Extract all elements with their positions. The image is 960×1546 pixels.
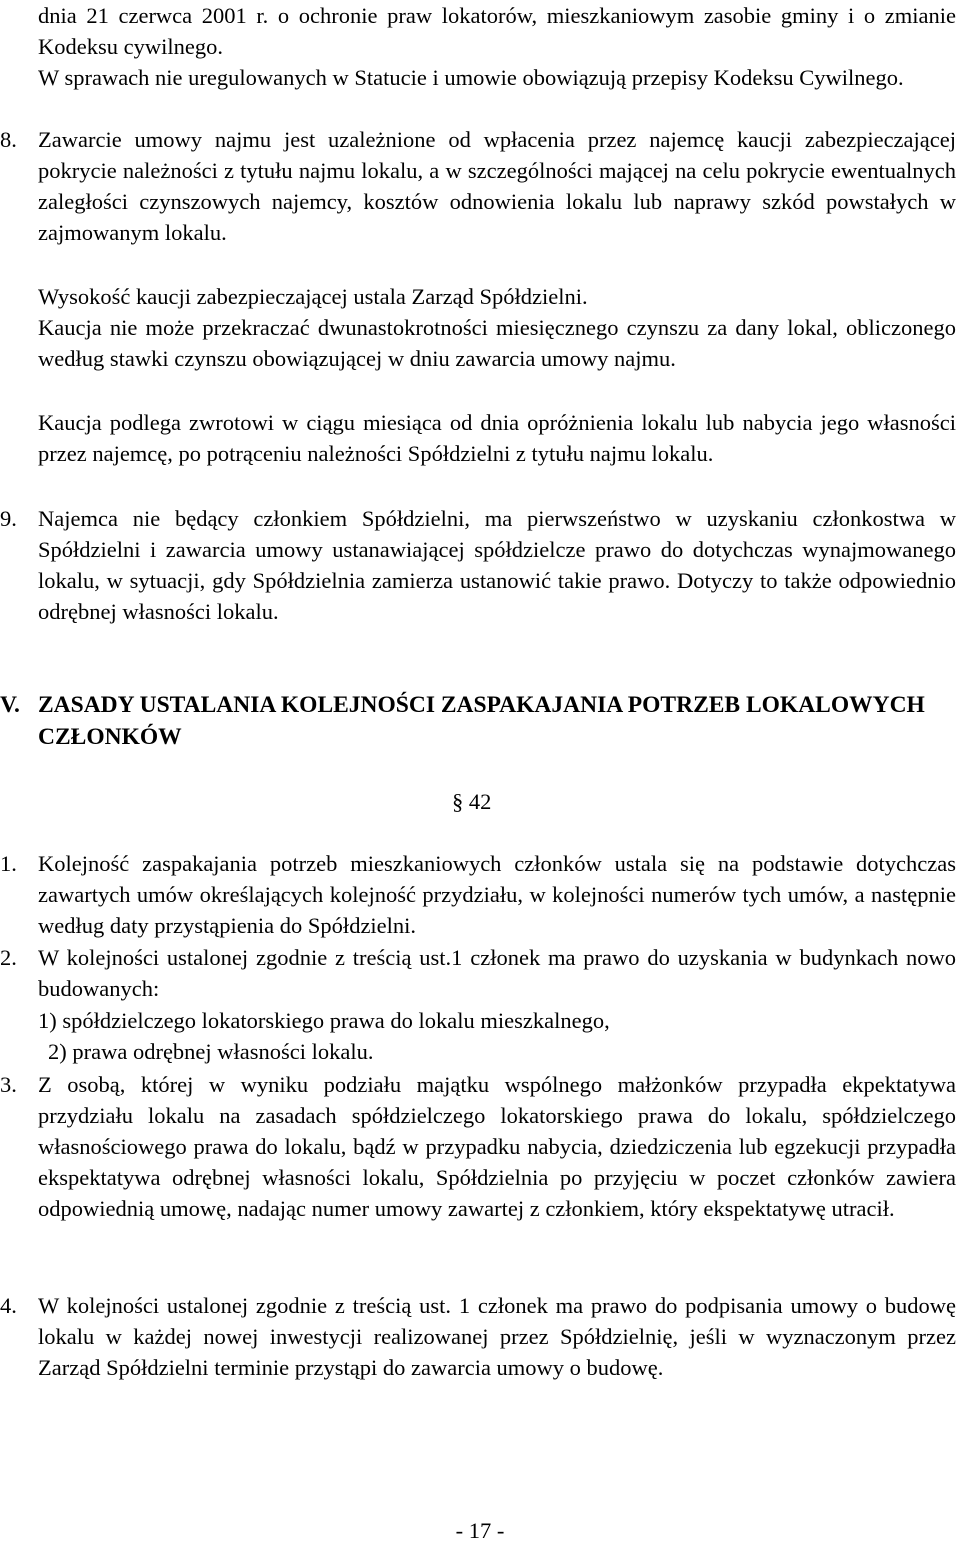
sub-item-text: 2) prawa odrębnej własności lokalu. xyxy=(48,1039,374,1064)
paragraph-mark: § 42 xyxy=(452,789,492,814)
paragraph-text: Kaucja nie może przekraczać dwunastokrotności miesięcznego czynszu za dany lokal, obliczonego według stawki czynszu obowiązującej w dniu zawarcia umowy najmu. xyxy=(38,315,956,371)
continuation-line-1: dnia 21 czerwca 2001 r. o ochronie praw lokatorów, mieszkaniowym zasobie gminy i o zmianie Kodeksu cywilnego. xyxy=(38,3,956,59)
sub-item-2 xyxy=(48,1036,960,1067)
item-text: W kolejności ustalonej zgodnie z treścią ust.1 członek ma prawo do uzyskania w budynkach nowo budowanych: xyxy=(38,945,956,1001)
sub-item-1 xyxy=(38,1005,956,1036)
page-number: - 17 - xyxy=(455,1518,505,1543)
list-item-8 xyxy=(0,124,956,248)
item-number: 2. xyxy=(0,945,17,970)
item-number: 4. xyxy=(0,1293,17,1318)
continuation-line-2: W sprawach nie uregulowanych w Statucie i umowie obowiązują przepisy Kodeksu Cywilnego. xyxy=(38,65,904,90)
item-text: Z osobą, której w wyniku podziału majątku wspólnego małżonków przypadła ekpektatywa przydziału lokalu na zasadach spółdzielczego lokatorskiego prawa do lokalu, spółdzielczego własnościowego prawa do lokalu, bądź w przypadku nabycia, dziedziczenia lub egzekucji przypadła ekspektatywa odrębnej własności lokalu, Spółdzielnia po przyjęciu w poczet członków zawiera odpowiednią umowę, nadając numer umowy zawartej z członkiem, który ekspektatywę utracił. xyxy=(38,1072,956,1221)
item-text: Najemca nie będący członkiem Spółdzielni, ma pierwszeństwo w uzyskaniu członkostwa w Spółdzielni i zawarcia umowy ustanawiającej spółdzielcze prawo do dotychczas wynajmowanego lokalu, w sytuacji, gdy Spółdzielnia zamierza ustanowić takie prawo. Dotyczy to także odpowiednio odrębnej własności lokalu. xyxy=(38,506,956,624)
list-item-9 xyxy=(0,503,956,627)
sub-item-text: 1) spółdzielczego lokatorskiego prawa do lokalu mieszkalnego, xyxy=(38,1008,610,1033)
paragraph-text: Kaucja podlega zwrotowi w ciągu miesiąca od dnia opróżnienia lokalu lub nabycia jego własności przez najemcę, po potrąceniu należności Spółdzielni z tytułu najmu lokalu. xyxy=(38,410,956,466)
item-text: Kolejność zaspakajania potrzeb mieszkaniowych członków ustala się na podstawie dotychczas zawartych umów określających kolejność przydziału, w kolejności numerów tych umów, a następnie według daty przystąpienia do Spółdzielni. xyxy=(38,851,956,938)
item-number: 9. xyxy=(0,506,17,531)
list-item-4 xyxy=(0,1290,956,1383)
item-8-paragraph-3 xyxy=(38,312,956,374)
section-heading xyxy=(0,689,956,753)
list-item-1 xyxy=(0,848,956,941)
list-item-2 xyxy=(0,942,956,1004)
section-number: V. xyxy=(0,692,20,718)
item-text: Zawarcie umowy najmu jest uzależnione od wpłacenia przez najemcę kaucji zabezpieczającej pokrycie należności z tytułu najmu lokalu, a w szczególności mającej na celu pokrycie ewentualnych zaległości czynszowych najemcy, kosztów odnowienia lokalu lub naprawy szkód powstałych w zajmowanym lokalu. xyxy=(38,127,956,245)
item-8-paragraph-2 xyxy=(38,281,956,312)
item-number: 8. xyxy=(0,127,17,152)
list-item-3 xyxy=(0,1069,956,1224)
section-title: ZASADY USTALANIA KOLEJNOŚCI ZASPAKAJANIA POTRZEB LOKALOWYCH CZŁONKÓW xyxy=(38,692,925,750)
continuation-text xyxy=(38,0,956,62)
item-8-paragraph-4 xyxy=(38,407,956,469)
continuation-text-2 xyxy=(38,62,956,93)
paragraph-text: Wysokość kaucji zabezpieczającej ustala Zarząd Spółdzielni. xyxy=(38,284,588,309)
item-number: 3. xyxy=(0,1072,17,1097)
item-number: 1. xyxy=(0,851,17,876)
item-text: W kolejności ustalonej zgodnie z treścią ust. 1 członek ma prawo do podpisania umowy o budowę lokalu w każdej nowej inwestycji realizowanej przez Spółdzielnię, jeśli w wyznaczonym przez Zarząd Spółdzielni terminie przystąpi do zawarcia umowy o budowę. xyxy=(38,1293,956,1380)
